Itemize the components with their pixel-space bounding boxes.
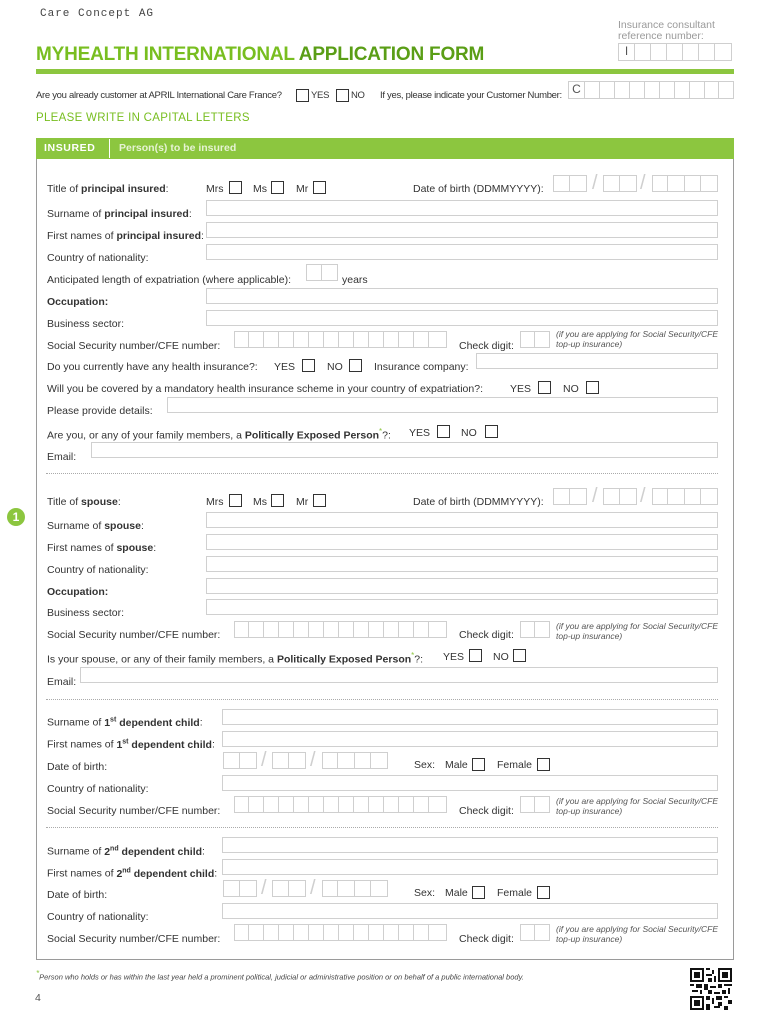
child1-male-label: Male <box>445 759 468 771</box>
child2-nationality-input[interactable] <box>222 903 718 919</box>
ms-label: Ms <box>253 183 267 195</box>
spouse-email-label: Email: <box>47 676 77 688</box>
health-yes-checkbox[interactable] <box>302 359 315 372</box>
spouse-occupation-label: Occupation: <box>47 586 109 598</box>
date-separator: / <box>640 485 646 507</box>
spouse-dob-label: Date of birth (DDMMYYYY): <box>413 496 544 508</box>
date-separator: / <box>640 172 646 194</box>
customer-no-checkbox[interactable] <box>336 89 349 102</box>
child2-dob-day[interactable] <box>223 880 257 897</box>
insurance-company-label: Insurance company: <box>374 361 469 373</box>
child1-ssn-input[interactable] <box>234 796 447 813</box>
child2-ssn-input[interactable] <box>234 924 447 941</box>
child1-dob-year[interactable] <box>322 752 388 769</box>
child2-firstname-label: First names of 2nd dependent child: <box>47 867 218 880</box>
customer-question: Are you already customer at APRIL International Care France? <box>36 90 282 101</box>
insurance-company-input[interactable] <box>476 353 718 369</box>
mandatory-no-label: NO <box>563 383 579 395</box>
principal-firstname-input[interactable] <box>206 222 718 238</box>
principal-ms-checkbox[interactable] <box>271 181 284 194</box>
expatriation-label: Anticipated length of expatriation (where applicable): <box>47 274 291 286</box>
child1-check-digit-input[interactable] <box>520 796 550 813</box>
health-no-checkbox[interactable] <box>349 359 362 372</box>
spouse-mr-checkbox[interactable] <box>313 494 326 507</box>
principal-pep-no-checkbox[interactable] <box>485 425 498 438</box>
spouse-surname-label: Surname of spouse: <box>47 520 144 532</box>
child1-firstname-input[interactable] <box>222 731 718 747</box>
header-divider <box>109 139 110 158</box>
child1-surname-label: Surname of 1st dependent child: <box>47 716 203 729</box>
date-separator: / <box>310 749 316 771</box>
years-label: years <box>342 274 368 286</box>
health-insurance-question: Do you currently have any health insurance?: <box>47 361 258 373</box>
child2-ssn-label: Social Security number/CFE number: <box>47 933 221 945</box>
child2-female-checkbox[interactable] <box>537 886 550 899</box>
child1-ssn-hint: (if you are applying for Social Security/CFE top-up insurance) <box>556 796 719 816</box>
customer-number-field[interactable]: C <box>568 81 734 99</box>
mandatory-no-checkbox[interactable] <box>586 381 599 394</box>
consultant-label: Insurance consultant reference number: <box>618 19 715 42</box>
child2-nationality-label: Country of nationality: <box>47 911 149 923</box>
spouse-firstname-input[interactable] <box>206 534 718 550</box>
child1-dob-month[interactable] <box>272 752 306 769</box>
child1-surname-input[interactable] <box>222 709 718 725</box>
section-divider <box>46 473 718 474</box>
principal-dob-day[interactable] <box>553 175 587 192</box>
child2-check-digit-input[interactable] <box>520 924 550 941</box>
principal-nationality-input[interactable] <box>206 244 718 260</box>
date-separator: / <box>261 749 267 771</box>
customer-no-label: NO <box>351 90 365 101</box>
spouse-pep-question: Is your spouse, or any of their family members, a Politically Exposed Person*?: <box>47 651 424 666</box>
principal-mr-checkbox[interactable] <box>313 181 326 194</box>
child1-male-checkbox[interactable] <box>472 758 485 771</box>
spouse-business-input[interactable] <box>206 599 718 615</box>
child2-dob-label: Date of birth: <box>47 889 108 901</box>
date-separator: / <box>310 877 316 899</box>
principal-occupation-label: Occupation: <box>47 296 109 308</box>
child1-ssn-label: Social Security number/CFE number: <box>47 805 221 817</box>
pep-yes-label: YES <box>409 427 431 439</box>
child2-check-digit-label: Check digit: <box>459 933 514 945</box>
capitals-instruction: PLEASE WRITE IN CAPITAL LETTERS <box>36 112 250 124</box>
details-input[interactable] <box>167 397 718 413</box>
spouse-nationality-label: Country of nationality: <box>47 564 149 576</box>
principal-ssn-hint: (if you are applying for Social Security/CFE top-up insurance) <box>556 329 719 349</box>
spouse-ms-checkbox[interactable] <box>271 494 284 507</box>
mrs-label: Mrs <box>206 496 224 508</box>
principal-mrs-checkbox[interactable] <box>229 181 242 194</box>
mr-label: Mr <box>296 496 309 508</box>
principal-pep-question: Are you, or any of your family members, a Politically Exposed Person*?: <box>47 427 391 442</box>
principal-surname-input[interactable] <box>206 200 718 216</box>
spouse-pep-no-label: NO <box>493 651 509 663</box>
health-yes-label: YES <box>274 361 296 373</box>
spouse-firstname-label: First names of spouse: <box>47 542 157 554</box>
date-separator: / <box>592 485 598 507</box>
principal-nationality-label: Country of nationality: <box>47 252 149 264</box>
spouse-email-input[interactable] <box>80 667 718 683</box>
principal-dob-month[interactable] <box>603 175 637 192</box>
child2-male-label: Male <box>445 887 468 899</box>
mr-label: Mr <box>296 183 309 195</box>
child1-nationality-label: Country of nationality: <box>47 783 149 795</box>
child1-dob-label: Date of birth: <box>47 761 108 773</box>
mandatory-yes-checkbox[interactable] <box>538 381 551 394</box>
spouse-check-digit-input[interactable] <box>520 621 550 638</box>
child1-nationality-input[interactable] <box>222 775 718 791</box>
spouse-pep-no-checkbox[interactable] <box>513 649 526 662</box>
title-underline <box>36 69 734 74</box>
spouse-mrs-checkbox[interactable] <box>229 494 242 507</box>
principal-occupation-input[interactable] <box>206 288 718 304</box>
child1-female-checkbox[interactable] <box>537 758 550 771</box>
child1-check-digit-label: Check digit: <box>459 805 514 817</box>
child1-sex-label: Sex: <box>414 759 436 771</box>
ms-label: Ms <box>253 496 267 508</box>
pep-footnote: *Person who holds or has within the last year held a prominent political, judicial or administrative position or on behalf of a public international body. <box>36 969 524 982</box>
date-separator: / <box>261 877 267 899</box>
child1-female-label: Female <box>497 759 533 771</box>
spouse-pep-yes-label: YES <box>443 651 465 663</box>
form-title: MYHEALTH INTERNATIONAL APPLICATION FORM <box>36 44 485 65</box>
child2-surname-input[interactable] <box>222 837 718 853</box>
spouse-dob-month[interactable] <box>603 488 637 505</box>
child2-surname-label: Surname of 2nd dependent child: <box>47 845 205 858</box>
principal-check-digit-label: Check digit: <box>459 340 514 352</box>
spouse-occupation-input[interactable] <box>206 578 718 594</box>
date-separator: / <box>592 172 598 194</box>
principal-business-input[interactable] <box>206 310 718 326</box>
spouse-check-digit-label: Check digit: <box>459 629 514 641</box>
principal-business-label: Business sector: <box>47 318 125 330</box>
child1-dob-day[interactable] <box>223 752 257 769</box>
spouse-nationality-input[interactable] <box>206 556 718 572</box>
principal-ssn-label: Social Security number/CFE number: <box>47 340 221 352</box>
principal-dob-label: Date of birth (DDMMYYYY): <box>413 183 544 195</box>
mrs-label: Mrs <box>206 183 224 195</box>
spouse-ssn-hint: (if you are applying for Social Security/CFE top-up insurance) <box>556 621 719 641</box>
spouse-ssn-input[interactable] <box>234 621 447 638</box>
section-title: Person(s) to be insured <box>119 142 237 154</box>
details-label: Please provide details: <box>47 405 153 417</box>
section-divider <box>46 699 718 700</box>
section-divider <box>46 827 718 828</box>
mandatory-scheme-question: Will you be covered by a mandatory health insurance scheme in your country of expatriation?: <box>47 383 483 395</box>
section-tab-label: INSURED <box>44 142 96 154</box>
child2-dob-month[interactable] <box>272 880 306 897</box>
section-number-badge: 1 <box>7 508 25 526</box>
company-name: Care Concept AG <box>40 8 155 20</box>
principal-email-label: Email: <box>47 451 77 463</box>
consultant-number-field[interactable]: I <box>618 43 734 61</box>
child2-dob-year[interactable] <box>322 880 388 897</box>
principal-email-input[interactable] <box>91 442 718 458</box>
customer-yes-checkbox[interactable] <box>296 89 309 102</box>
customer-yes-label: YES <box>311 90 330 101</box>
principal-dob-year[interactable] <box>652 175 718 192</box>
principal-firstname-label: First names of principal insured: <box>47 230 204 242</box>
child2-firstname-input[interactable] <box>222 859 718 875</box>
spouse-title-label: Title of spouse: <box>47 496 121 508</box>
mandatory-yes-label: YES <box>510 383 532 395</box>
child2-sex-label: Sex: <box>414 887 436 899</box>
child2-ssn-hint: (if you are applying for Social Security/CFE top-up insurance) <box>556 924 719 944</box>
principal-surname-label: Surname of principal insured: <box>47 208 192 220</box>
customer-number-label: If yes, please indicate your Customer Number: <box>380 90 562 101</box>
spouse-dob-day[interactable] <box>553 488 587 505</box>
pep-no-label: NO <box>461 427 477 439</box>
qr-code-icon <box>688 968 734 1010</box>
page-number: 4 <box>35 992 41 1004</box>
principal-ssn-input[interactable] <box>234 331 447 348</box>
spouse-dob-year[interactable] <box>652 488 718 505</box>
child1-firstname-label: First names of 1st dependent child: <box>47 738 215 751</box>
child2-female-label: Female <box>497 887 533 899</box>
health-no-label: NO <box>327 361 343 373</box>
child2-male-checkbox[interactable] <box>472 886 485 899</box>
principal-check-digit-input[interactable] <box>520 331 550 348</box>
spouse-business-label: Business sector: <box>47 607 125 619</box>
spouse-ssn-label: Social Security number/CFE number: <box>47 629 221 641</box>
spouse-surname-input[interactable] <box>206 512 718 528</box>
spouse-pep-yes-checkbox[interactable] <box>469 649 482 662</box>
principal-pep-yes-checkbox[interactable] <box>437 425 450 438</box>
expatriation-years-input[interactable] <box>306 264 338 281</box>
principal-title-label: Title of principal insured: <box>47 183 169 195</box>
